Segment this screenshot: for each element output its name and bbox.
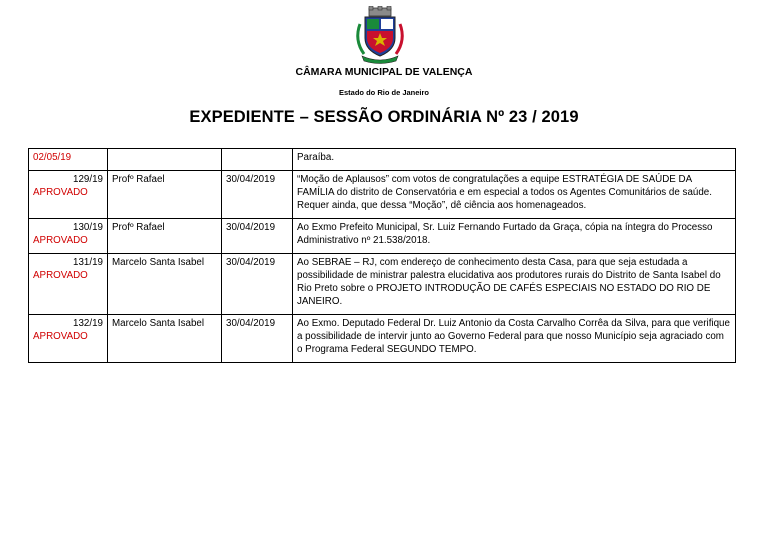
agenda-table	[28, 148, 736, 363]
page-title: EXPEDIENTE – SESSÃO ORDINÁRIA Nº 23 / 2019	[189, 108, 579, 126]
description-cell: Ao SEBRAE – RJ, com endereço de conhecimento desta Casa, para que seja estudada a possibilidade de ministrar palestra elucidativa aos produtores rurais do Distrito de Santa Isabel do Rio Preto sobre o PROJETO INTRODUÇÃO DE CAFÉS ESPECIAIS NO ESTADO DO RIO DE JANEIRO.	[293, 254, 736, 315]
item-number: 130/19	[73, 222, 103, 233]
status-badge: APROVADO	[33, 270, 88, 281]
table-row	[29, 315, 736, 363]
author-cell: Profº Rafael	[108, 171, 222, 219]
municipal-coat-of-arms-icon	[352, 6, 408, 64]
table-row	[29, 254, 736, 315]
date-cell: 30/04/2019	[222, 315, 293, 363]
date-cell: 30/04/2019	[222, 254, 293, 315]
author-cell: Marcelo Santa Isabel	[108, 254, 222, 315]
status-badge: APROVADO	[33, 235, 88, 246]
description-cell: Ao Exmo Prefeito Municipal, Sr. Luiz Fernando Furtado da Graça, cópia na íntegra do Processo Administrativo nº 21.538/2018.	[293, 219, 736, 254]
table-row	[29, 219, 736, 254]
date-cell: 30/04/2019	[222, 219, 293, 254]
organization-name: CÂMARA MUNICIPAL DE VALENÇA	[295, 66, 473, 78]
description-cell: “Moção de Aplausos” com votos de congratulações a equipe ESTRATÉGIA DE SAÚDE DA FAMÍLIA do distrito de Conservatória e em especial a todos os Agentes Comunitários de saúde. Requer ainda, que dessa “Moção”, dê ciência aos homenageados.	[293, 171, 736, 219]
item-number: 131/19	[73, 257, 103, 268]
author-cell: Profº Rafael	[108, 219, 222, 254]
number-cell	[29, 171, 108, 219]
description-cell: Paraíba.	[293, 149, 736, 171]
status-badge: APROVADO	[33, 331, 88, 342]
status-badge: APROVADO	[33, 187, 88, 198]
number-cell	[29, 254, 108, 315]
author-cell: Marcelo Santa Isabel	[108, 315, 222, 363]
date-cell: 30/04/2019	[222, 171, 293, 219]
state-name: Estado do Rio de Janeiro	[338, 88, 429, 97]
item-number: 129/19	[73, 174, 103, 185]
number-cell	[29, 315, 108, 363]
table-row	[29, 171, 736, 219]
author-cell	[108, 149, 222, 171]
item-number: 132/19	[73, 318, 103, 329]
number-cell	[29, 219, 108, 254]
description-cell: Ao Exmo. Deputado Federal Dr. Luiz Antonio da Costa Carvalho Corrêa da Silva, para que verifique a possibilidade de intervir junto ao Governo Federal para que nosso Município seja agraciado com o Programa Federal SEGUNDO TEMPO.	[293, 315, 736, 363]
session-date: 02/05/19	[29, 149, 108, 171]
table-row	[29, 149, 736, 171]
date-cell	[222, 149, 293, 171]
